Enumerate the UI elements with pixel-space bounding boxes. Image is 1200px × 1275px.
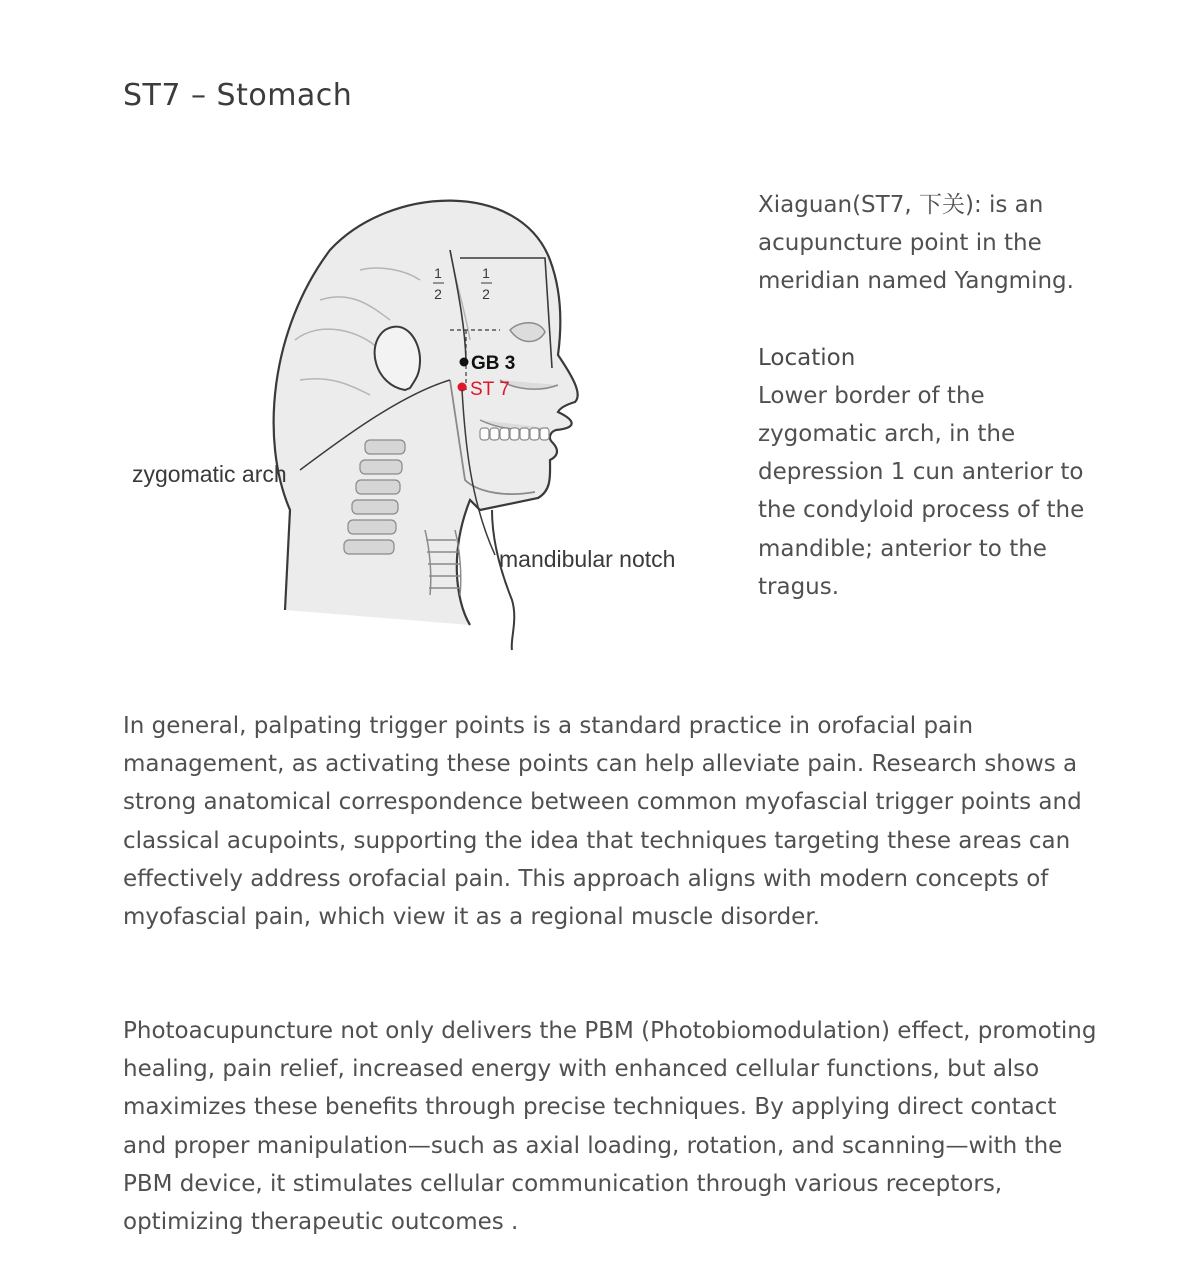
- zygomatic-arch-label: zygomatic arch: [132, 461, 287, 487]
- gb3-label: GB 3: [471, 353, 516, 374]
- gb3-point: [460, 358, 469, 367]
- location-text: Lower border of the zygomatic arch, in the depression 1 cun anterior to the condyloid process of the mandible; anterior to the tragus.: [758, 382, 1085, 600]
- st7-label: ST 7: [470, 379, 510, 400]
- acupoint-intro: Xiaguan(ST7, 下关): is an acupuncture point in the meridian named Yangming.: [758, 192, 1074, 295]
- fraction-left-numerator: 1: [434, 265, 442, 281]
- neck-outline: [492, 510, 514, 650]
- page-title: ST7 – Stomach: [123, 78, 353, 113]
- head-acupoint-illustration: [120, 180, 720, 655]
- body-paragraph-photoacupuncture: Photoacupuncture not only delivers the PBM (Photobiomodulation) effect, promoting healing, pain relief, increased energy with enhanced cellular functions, but also maximizes these benefits through precise techniques. By applying direct contact and proper manipulation—such as axial loading, rotation, and scanning—with the PBM device, it stimulates cellular communication through various receptors, optimizing therapeutic outcomes .: [123, 1018, 1097, 1236]
- fraction-right-denominator: 2: [482, 286, 490, 302]
- mandibular-notch-label: mandibular notch: [499, 546, 676, 572]
- acupoint-description: [758, 186, 1088, 606]
- fraction-left-denominator: 2: [434, 286, 442, 302]
- location-heading: Location: [758, 344, 856, 371]
- fraction-right-numerator: 1: [482, 265, 490, 281]
- teeth: [480, 428, 549, 440]
- body-paragraph-trigger-points: In general, palpating trigger points is a standard practice in orofacial pain management, as activating these points can help alleviate pain. Research shows a strong anatomical correspondence between common myofascial trigger points and classical acupoints, supporting the idea that techniques targeting these areas can effectively address orofacial pain. This approach aligns with modern concepts of myofascial pain, which view it as a regional muscle disorder.: [123, 713, 1082, 931]
